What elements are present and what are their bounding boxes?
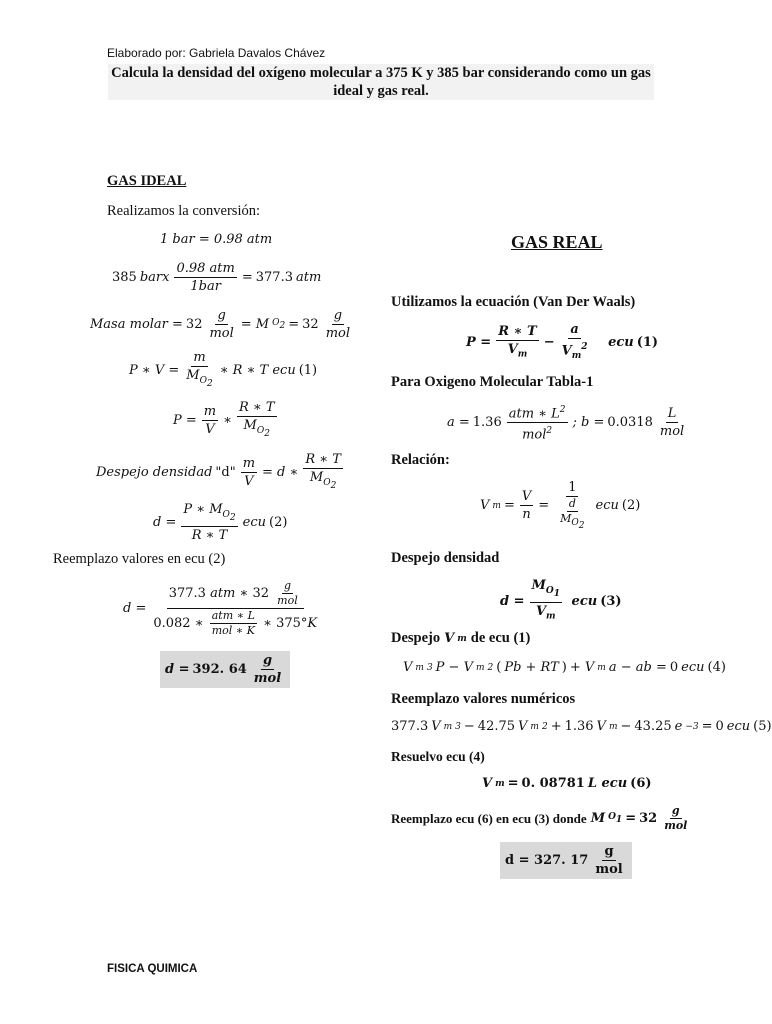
- equation-vm-result: V m = 0. 08781 L ecu (6): [482, 776, 652, 791]
- despejo-vm-line: Despejo V m de ecu (1): [391, 630, 531, 646]
- equation-bar-conversion: 1 bar = 0.98 atm: [160, 232, 273, 247]
- equation-van-der-waals: P = $\frac{R ∗ T}{V_m}$ − $\frac{a}{V_m^2}$ ecu (1): [466, 322, 659, 361]
- gas-real-heading: GAS REAL: [511, 232, 603, 252]
- equation-ecu4: V m 3 P − V m 2 ( Pb + RT ) + V m a − ab = 0 ecu (4): [403, 660, 726, 675]
- equation-ecu5: 377.3 V m 3 − 42.75 V m 2 + 1.36 V m − 43.25 e −3 = 0 ecu (5): [391, 719, 772, 734]
- equation-d-ecu2: d = $\frac{P ∗ M_{O_2}}{R ∗ T}$ ecu (2): [153, 502, 288, 544]
- equation-constants-a-b: a = 1.36 $\frac{atm ∗ L^2}{mol^2}$ ; b = 0.0318 $\frac{L}{\text{mol}}$: [447, 405, 685, 443]
- equation-p: P = $\frac{m}{V}$ ∗ $\frac{R ∗ T}{M_{O_2}}$: [173, 400, 275, 439]
- real-result-box: d = 327. 17 $\frac{g}{\text{mol}}$: [500, 842, 632, 879]
- equation-despejo-densidad-ideal: Despejo densidad "d" $\frac{m}{V}$ = d ∗ $\frac{R ∗ T}{M_{O_2}}$: [96, 452, 341, 491]
- equation-d-ecu3: d = $\frac{M_{O_1}}{V_m}$ ecu (3): [500, 578, 622, 622]
- replace-values-text: Reemplazo valores en ecu (2): [53, 551, 226, 567]
- equation-ideal-substitution: d = 377.3 atm ∗ 32 $\frac{g}{\text{mol}}$ 0.082 ∗ $\frac{\text{atm ∗ L}}{\text{mol ∗ K}}$ ∗ 375°K: [123, 579, 318, 637]
- equation-pv: P ∗ V = $\frac{m}{M_{O_2}}$ ∗ R ∗ T ecu (1): [129, 350, 318, 389]
- ideal-result-box: d = 392. 64 $\frac{g}{\text{mol}}$: [160, 651, 290, 688]
- reemplazo-ecu6-text: Reemplazo ecu (6) en ecu (3) donde: [391, 810, 587, 826]
- footer-label: FISICA QUIMICA: [107, 963, 198, 975]
- equation-relation-vm: V m = $\frac{V}{n}$ = $\frac{1}{\frac{d}{M_{O_2}}}$ ecu (2): [480, 480, 641, 531]
- table-text: Para Oxigeno Molecular Tabla-1: [391, 374, 594, 390]
- gas-ideal-heading: GAS IDEAL: [107, 173, 187, 189]
- resuelvo-text: Resuelvo ecu (4): [391, 749, 485, 764]
- equation-masa-molar: Masa molar = 32 $\frac{g}{\text{mol}}$ = M $O_2$ = 32 $\frac{g}{\text{mol}}$: [90, 308, 351, 341]
- conversion-intro: Realizamos la conversión:: [107, 203, 261, 219]
- despejo-densidad-text: Despejo densidad: [391, 550, 500, 566]
- equation-385bar: 385 barx $\frac{\text{0.98 atm}}{\text{1bar}}$ = 377.3 atm: [112, 261, 322, 294]
- problem-title: Calcula la densidad del oxígeno molecular a 375 K y 385 bar considerando como un gas ideal y gas real.: [108, 64, 654, 100]
- reemplazo-numericos-text: Reemplazo valores numéricos: [391, 691, 576, 707]
- despejo-vm-prefix: Despejo: [391, 630, 441, 646]
- despejo-vm-suffix: de ecu (1): [470, 630, 531, 646]
- reemplazo-ecu6-line: Reemplazo ecu (6) en ecu (3) donde M $O_1$ = 32 $\frac{g}{\text{mol}}$: [391, 804, 688, 832]
- author-line: Elaborado por: Gabriela Davalos Chávez: [107, 46, 326, 60]
- van-der-waals-text: Utilizamos la ecuación (Van Der Waals): [391, 294, 636, 310]
- relation-text: Relación:: [391, 452, 450, 468]
